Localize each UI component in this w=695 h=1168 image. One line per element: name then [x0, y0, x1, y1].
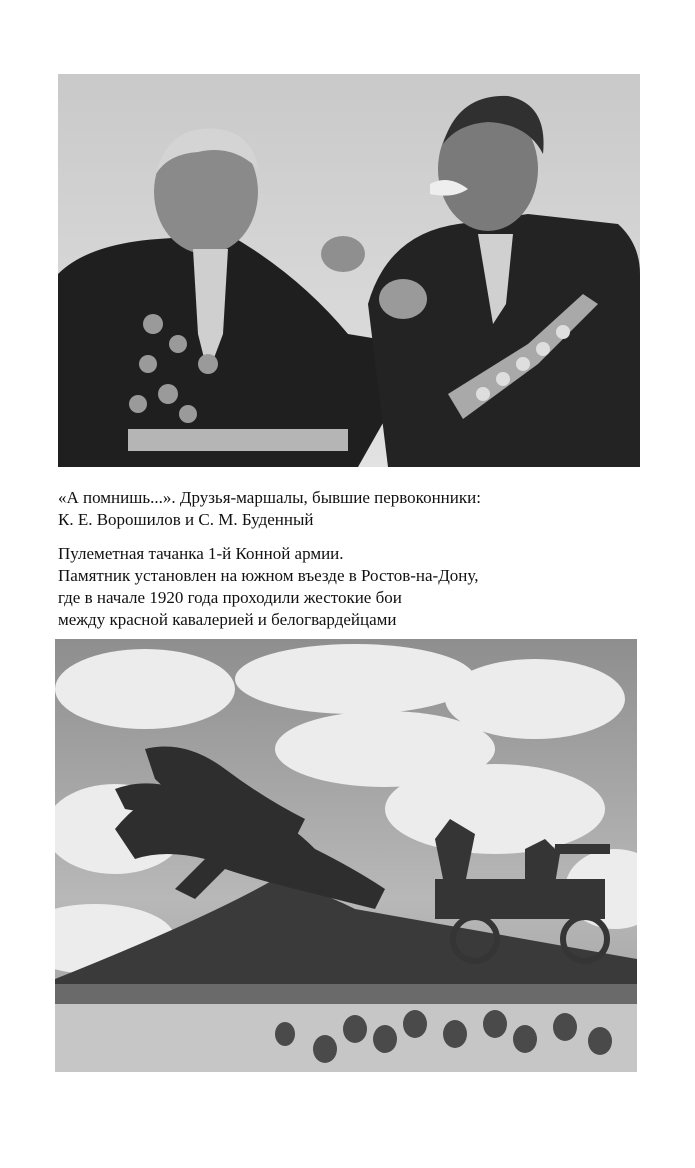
caption-tachanka — [58, 543, 478, 631]
caption-line: К. Е. Ворошилов и С. М. Буденный — [58, 510, 314, 529]
photo-marshals — [58, 74, 640, 467]
caption-marshals — [58, 487, 481, 531]
caption-line: где в начале 1920 года проходили жестокие бои — [58, 588, 402, 607]
caption-line: Памятник установлен на южном въезде в Ростов-на-Дону, — [58, 566, 479, 585]
caption-line: «А помнишь...». Друзья-маршалы, бывшие первоконники: — [58, 488, 481, 507]
photo-tachanka-monument — [55, 639, 637, 1072]
caption-line: между красной кавалерией и белогвардейцами — [58, 610, 397, 629]
caption-line: Пулеметная тачанка 1-й Конной армии. — [58, 544, 344, 563]
